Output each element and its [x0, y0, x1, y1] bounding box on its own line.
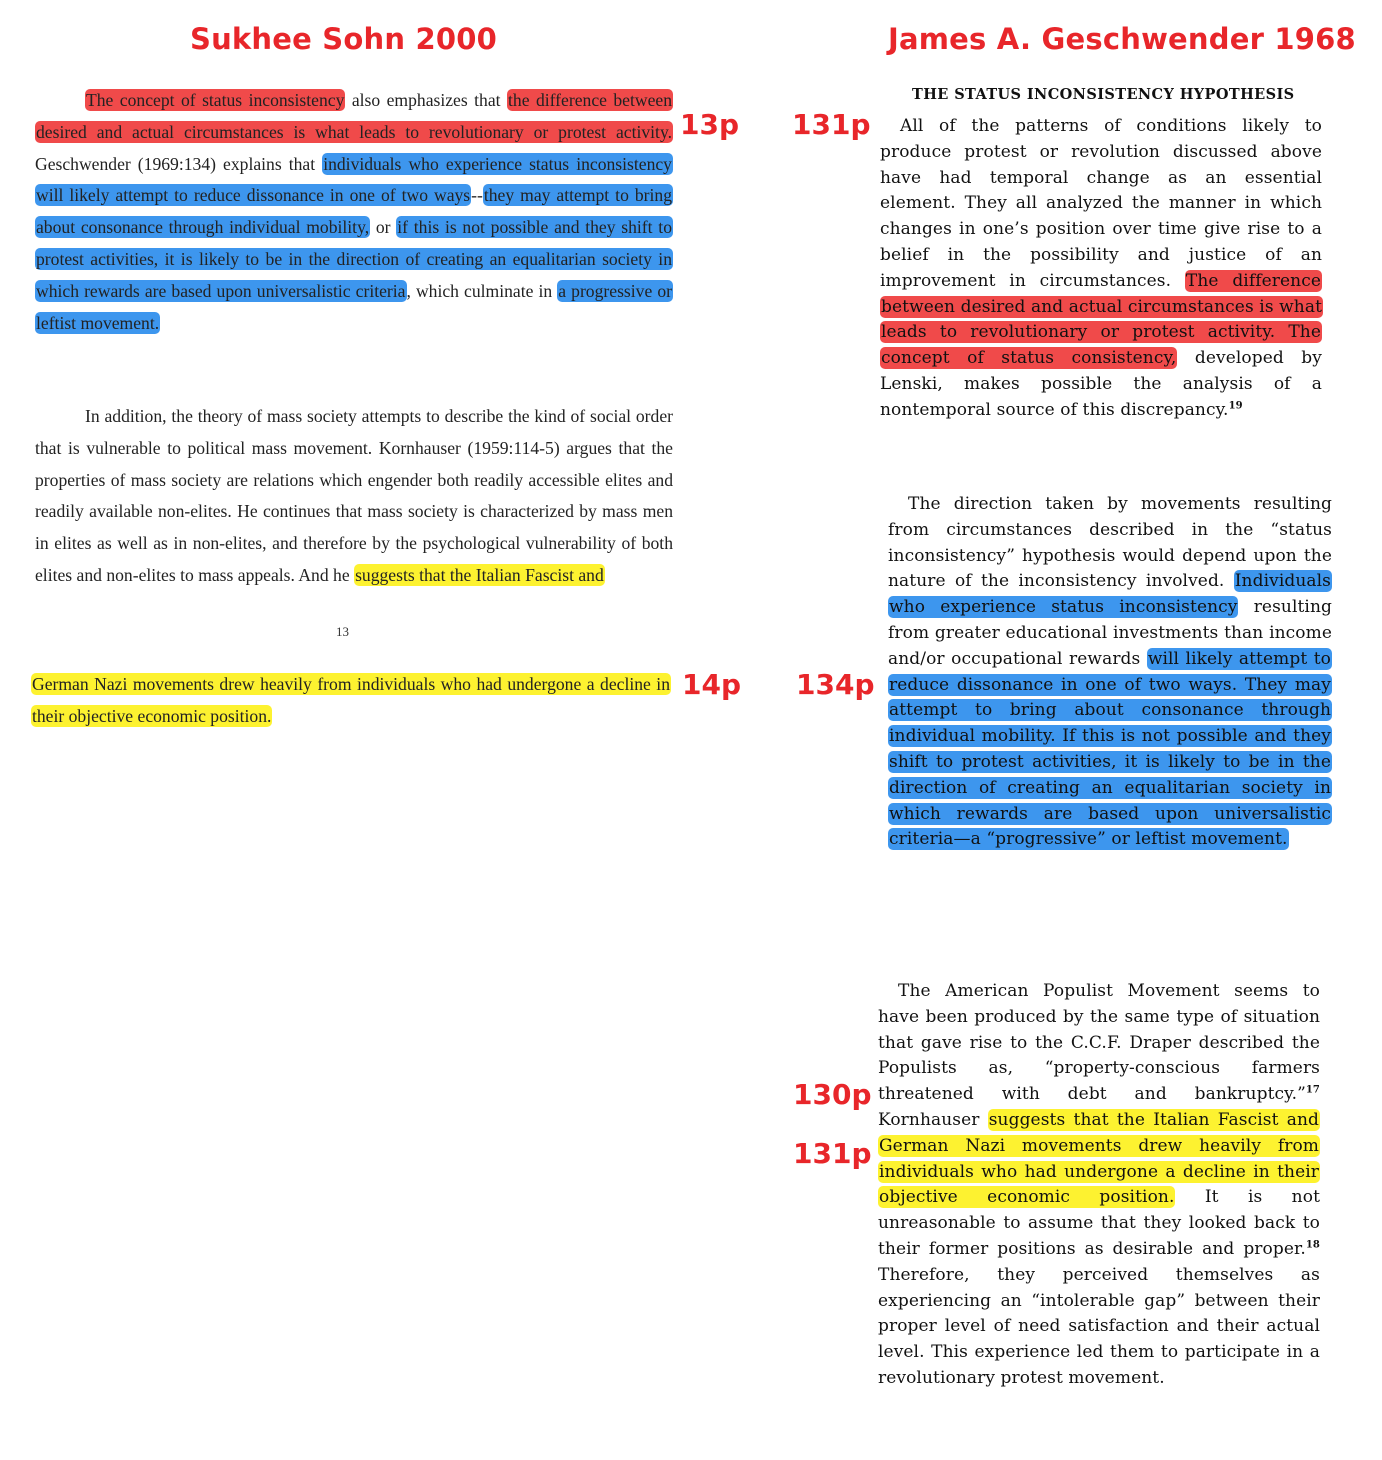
sohn-paragraph-2 [35, 401, 673, 592]
highlight-blue: Individuals who experience status inconsistency [889, 571, 1331, 618]
highlight-blue: they may attempt to bring about consonance through individual mobility, [36, 185, 672, 238]
body-text: The American Populist Movement seems to have been produced by the same type of situation that gave rise to the C.C.F. Draper described the Populists as, “property-conscious farmers threatened with debt and bankruptcy.” [878, 981, 1320, 1105]
sohn-heading: Sukhee Sohn 2000 [190, 22, 498, 56]
body-text: or [370, 217, 397, 238]
running-head: THE STATUS INCONSISTENCY HYPOTHESIS [912, 86, 1295, 103]
highlight-red: The concept of status inconsistency [86, 90, 345, 110]
page-mark-gesch-131-top: 131p [792, 108, 871, 141]
geschwender-heading: James A. Geschwender 1968 [888, 22, 1356, 56]
highlight-blue: if this is not possible and they shift to protest activities, it is likely to be in the direction of creating an equalitarian society in which rewards are based upon universalistic criteria [36, 217, 672, 301]
highlight-blue: individuals who experience status inconsistency will likely attempt to reduce dissonance in one of two ways [36, 153, 672, 206]
body-text: Therefore, they perceived themselves as experiencing an “intolerable gap” between their proper level of need satisfaction and their actual level. This experience led them to participate in a revolutionary protest movement. [878, 1264, 1320, 1388]
gesch-paragraph-1 [880, 114, 1322, 424]
body-text: Geschwender (1969:134) explains that [35, 153, 323, 174]
footnote-marker: 19 [1228, 400, 1243, 412]
footnote-marker: 17 [1305, 1084, 1320, 1096]
body-text: It is not unreasonable to assume that they looked back to their former positions as desirable and proper. [878, 1187, 1321, 1259]
body-text: In addition, the theory of mass society attempts to describe the kind of social order that is vulnerable to political mass movement. Kornhauser (1959:114-5) argues that the properties of mass society are relations which engender both readily accessible elites and readily available non-elites. He continues that mass society is characterized by mass men in elites as well as in non-elites, and therefore by the psychological vulnerability of both elites and non-elites to mass appeals. And he [35, 406, 673, 585]
body-text: Kornhauser [878, 1109, 988, 1130]
highlight-yellow: German Nazi movements drew heavily from individuals who had undergone a decline in their objective economic position. [32, 674, 670, 726]
page-mark-gesch-134: 134p [796, 668, 875, 701]
highlight-red: The difference between desired and actual circumstances is what leads to revolutionary or protest activity. The concept of status consistency, [881, 270, 1323, 369]
sohn-paragraph-3 [31, 669, 671, 733]
body-text: resulting from greater educational investments than income and/or occupational rewards [888, 597, 1332, 669]
body-text: , which culminate in [406, 280, 558, 301]
body-text: developed by Lenski, makes possible the analysis of a nontemporal source of this discrepancy. [880, 348, 1322, 420]
gesch-paragraph-2 [888, 492, 1332, 853]
page-mark-sohn-14: 14p [682, 668, 742, 701]
highlight-blue: a progressive or leftist movement. [36, 280, 672, 333]
highlight-blue: will likely attempt to reduce dissonance in one of two ways. They may attempt to bring about consonance through individual mobility. If this is not possible and they shift to protest activities, it is likely to be in the direction of creating an equalitarian society in which rewards are based upon universalistic criteria—a “progressive” or leftist movement. [889, 648, 1331, 850]
body-text: All of the patterns of conditions likely to produce protest or revolution discussed above have had temporal change as an essential element. They all analyzed the manner in which changes in one’s position over time give rise to a belief in the possibility and justice of an improvement in circumstances. [880, 116, 1322, 291]
sohn-page-number: 13 [336, 624, 349, 639]
body-text: -- [471, 185, 483, 206]
page-mark-sohn-13: 13p [680, 108, 740, 141]
highlight-yellow: suggests that the Italian Fascist and [355, 564, 604, 585]
sohn-paragraph-1 [35, 85, 673, 339]
page-mark-gesch-130: 130p [793, 1078, 872, 1111]
highlight-yellow: suggests that the Italian Fascist and German Nazi movements drew heavily from individuals who had undergone a decline in their objective economic position. [879, 1109, 1319, 1208]
gesch-paragraph-3 [878, 979, 1320, 1392]
page-mark-gesch-131-bottom: 131p [793, 1137, 872, 1170]
highlight-red: the difference between desired and actual circumstances is what leads to revolutionary or protest activity. [36, 90, 673, 142]
footnote-marker: 18 [1305, 1239, 1320, 1251]
body-text: The direction taken by movements resulting from circumstances described in the “status inconsistency” hypothesis would depend upon the nature of the inconsistency involved. [888, 494, 1332, 592]
body-text: also emphasizes that [345, 90, 508, 110]
